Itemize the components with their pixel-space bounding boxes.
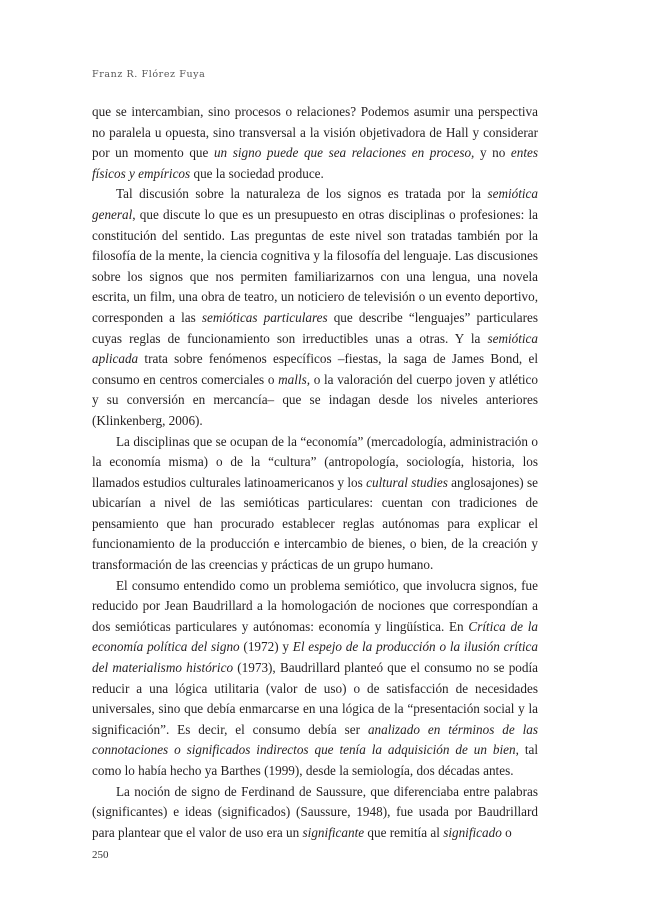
- paragraph: [92, 432, 538, 576]
- italic-run: semiótica general: [92, 186, 538, 222]
- paragraph: [92, 102, 538, 184]
- paragraph: [92, 184, 538, 431]
- text-run: Tal discusión sobre la naturaleza de los signos es tratada por la: [116, 186, 488, 202]
- italic-run: un signo puede que sea relaciones en proceso,: [213, 145, 475, 161]
- text-run: La noción de signo de Ferdinand de Saussure, que diferenciaba entre palabras (significantes) e ideas (significados) (Saussure, 1948), fue usada por Baudrillard para plantear que el valor de uso era un: [92, 783, 538, 840]
- text-run: que se intercambian, sino procesos o relaciones? Podemos asumir una perspectiva no paralela u opuesta, sino transversal a la visión objetivadora de Hall y considerar por un momento que: [92, 104, 538, 161]
- text-run: que la sociedad produce.: [190, 165, 324, 181]
- text-run: , que discute lo que es un presupuesto en otras disciplinas o profesiones: la constitución del sentido. Las preguntas de este nivel son tratadas también por la filosofía de la mente, la ciencia cognitiva y la filosofía del lenguaje. Las discusiones sobre los signos que nos permiten familiarizarnos con una lengua, una novela escrita, un film, una obra de teatro, un noticiero de televisión o un evento deportivo, corresponden a las: [92, 206, 538, 325]
- text-run: que describe “lenguajes” particulares cuyas reglas de funcionamiento son irreductibles unas a otras. Y la: [92, 309, 538, 346]
- text-run: anglosajones) se ubicarían a nivel de las semióticas particulares: cuentan con tradiciones de pensamiento que han procurado establecer reglas autónomas para explicar el funcionamiento de la producción e intercambio de bienes, o bien, de la creación y transformación de las creencias y prácticas de un grupo humano.: [92, 474, 538, 573]
- body-text: [92, 102, 538, 843]
- text-run: trata sobre fenómenos específicos –fiestas, la saga de James Bond, el consumo en centros comerciales o: [92, 351, 538, 387]
- paragraph: [92, 782, 538, 844]
- italic-run: significado: [443, 824, 502, 840]
- running-head: Franz R. Flórez Fuya: [92, 69, 206, 80]
- text-run: (1973), Baudrillard planteó que el consumo no se podía reducir a una lógica utilitaria (valor de uso) o de satisfacción de necesidades universales, sino que debía enmarcarse en una lógica de la “presentación social y la significación”. Es decir, el consumo debía ser: [92, 660, 538, 737]
- italic-run: semiótica aplicada: [92, 330, 538, 367]
- paragraph: [92, 576, 538, 782]
- italic-run: cultural studies: [366, 474, 448, 490]
- text-run: , tal como lo había hecho ya Barthes (1999), desde la semiología, dos décadas antes.: [92, 742, 538, 778]
- italic-run: semióticas particulares: [201, 309, 328, 325]
- text-run: y no: [474, 145, 511, 161]
- text-run: El consumo entendido como un problema semiótico, que involucra signos, fue reducido por Jean Baudrillard a la homologación de nociones que correspondían a dos semióticas particulares y autónomas: economía y lingüística. En: [92, 577, 538, 634]
- italic-run: entes físicos y empíricos: [92, 145, 538, 181]
- italic-run: Crítica de la economía política del signo: [92, 618, 538, 655]
- italic-run: El espejo de la producción o la ilusión crítica del materialismo histórico: [92, 639, 538, 676]
- italic-run: analizado en términos de las connotaciones o significados indirectos que tenía la adquisición de un bien: [92, 721, 538, 758]
- page-number: 250: [92, 849, 109, 861]
- text-run: que remitía al: [364, 824, 444, 840]
- text-run: o: [501, 824, 512, 840]
- text-run: (1972) y: [239, 639, 293, 655]
- italic-run: malls,: [278, 371, 311, 387]
- italic-run: significante: [302, 824, 365, 840]
- text-run: La disciplinas que se ocupan de la “economía” (mercadología, administración o la economía misma) o de la “cultura” (antropología, sociología, historia, los llamados estudios culturales latinoamericanos y los: [92, 433, 538, 490]
- text-run: o la valoración del cuerpo joven y atlético y su conversión en mercancía– que se indagan desde los niveles anteriores (Klinkenberg, 2006).: [92, 371, 538, 428]
